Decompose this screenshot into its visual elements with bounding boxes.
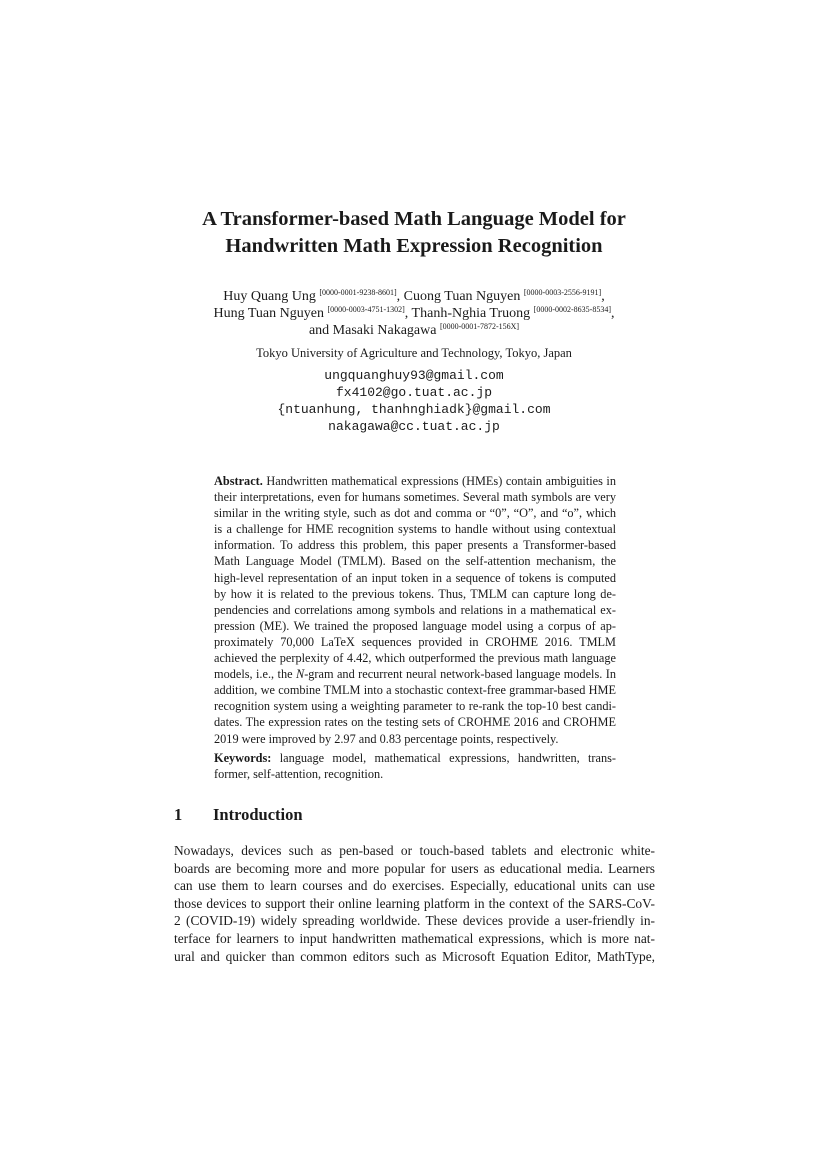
author-name: Huy Quang Ung — [223, 289, 316, 304]
abstract-line: models, i.e., the N-gram and recurrent neural network-based language models. In — [214, 667, 616, 682]
author-separator: , — [396, 289, 404, 304]
abstract-line: their interpretations, even for humans sometimes. Several math symbols are very — [214, 490, 616, 505]
abstract-label: Abstract. — [214, 474, 263, 488]
author-list — [0, 288, 828, 339]
abstract-line: Abstract. Handwritten mathematical expressions (HMEs) contain ambiguities in — [214, 474, 616, 488]
author-line-2 — [0, 305, 828, 322]
email-address[interactable]: fx4102@go.tuat.ac.jp — [335, 385, 493, 400]
body-line: 2 (COVID-19) widely spreading worldwide. These devices provide a user-friendly in- — [174, 913, 655, 929]
abstract-line: 2019 were improved by 2.97 and 0.83 percentage points, respectively. — [214, 731, 559, 746]
author-orcid: [0000-0003-4751-1302] — [327, 305, 405, 314]
abstract-line: pression (ME). We trained the proposed language model using a corpus of ap- — [214, 618, 616, 633]
author-orcid: [0000-0001-9238-8601] — [319, 288, 397, 297]
author-line-3 — [0, 322, 828, 339]
abstract-line: Math Language Model (TMLM). Based on the self-attention mechanism, the — [214, 554, 616, 569]
affiliation: Tokyo University of Agriculture and Technology, Tokyo, Japan — [256, 346, 572, 360]
title-line-2: Handwritten Math Expression Recognition — [225, 235, 603, 257]
keywords-label: Keywords: — [214, 751, 272, 765]
author-name: Hung Tuan Nguyen — [213, 306, 324, 321]
abstract — [214, 473, 616, 747]
author-orcid: [0000-0002-8635-8534] — [533, 305, 611, 314]
keywords-line: former, self-attention, recognition. — [214, 767, 384, 782]
body-line: terface for learners to input handwritten mathematical expressions, which is more nat- — [174, 930, 655, 946]
body-line: ural and quicker than common editors such as Microsoft Equation Editor, MathType, — [174, 948, 655, 964]
author-name: Masaki Nakagawa — [332, 323, 437, 338]
author-prefix: and — [308, 323, 333, 338]
email-list — [0, 367, 828, 435]
section-number: 1 — [174, 805, 183, 824]
body-line: Nowadays, devices such as pen-based or touch-based tablets and electronic white- — [174, 843, 655, 858]
abstract-line: pendencies and correlations among symbols and relations in a mathematical ex- — [214, 602, 616, 617]
author-orcid: [0000-0001-7872-156X] — [439, 322, 520, 331]
author-name: Thanh-Nghia Truong — [411, 306, 531, 321]
section-heading — [174, 805, 654, 825]
body-paragraph — [174, 842, 655, 965]
abstract-line: similar in the writing style, such as dot and comma or “0”, “O”, and “o”, which — [214, 506, 616, 521]
email-address[interactable]: nakagawa@cc.tuat.ac.jp — [328, 419, 500, 434]
body-line: those devices to support their online learning platform in the context of the SARS-CoV- — [174, 895, 655, 911]
body-line: can use them to learn courses and do exercises. Especially, educational units can use — [174, 878, 655, 894]
abstract-line: high-level representation of an input token in a sequence of tokens is computed — [214, 570, 616, 585]
body-line: boards are becoming more and more popular for users as educational media. Learners — [174, 860, 655, 876]
abstract-line: information. To address this problem, this paper presents a Transformer-based — [214, 538, 616, 553]
author-separator: , — [404, 306, 412, 321]
abstract-line: addition, we combine TMLM into a stochastic context-free grammar-based HME — [214, 683, 616, 698]
keywords — [214, 750, 616, 782]
keywords-line: Keywords: language model, mathematical expressions, handwritten, trans- — [214, 751, 616, 765]
abstract-line: is a challenge for HME recognition systems to handle without using contextual — [214, 522, 616, 537]
abstract-line: dates. The expression rates on the testing sets of CROHME 2016 and CROHME — [214, 715, 616, 730]
abstract-line: by how it is related to the previous tokens. Thus, TMLM can capture long de- — [214, 586, 616, 601]
abstract-line: recognition system using a weighting parameter to re-rank the top-10 best candi- — [214, 699, 616, 714]
author-separator: , — [601, 289, 605, 304]
author-orcid: [0000-0003-2556-9191] — [523, 288, 602, 297]
abstract-line: proximately 70,000 LaTeX sequences provided in CROHME 2016. TMLM — [214, 634, 616, 649]
author-name: Cuong Tuan Nguyen — [403, 289, 521, 304]
paper-title — [0, 206, 828, 260]
title-line-1: A Transformer-based Math Language Model for — [202, 208, 626, 230]
email-address[interactable]: {ntuanhung, thanhnghiadk}@gmail.com — [277, 402, 551, 417]
abstract-line: achieved the perplexity of 4.42, which outperformed the previous math language — [214, 651, 616, 666]
email-address[interactable]: ungquanghuy93@gmail.com — [324, 368, 504, 383]
author-separator: , — [611, 306, 615, 321]
author-line-1 — [0, 288, 828, 305]
section-title: Introduction — [213, 805, 303, 824]
